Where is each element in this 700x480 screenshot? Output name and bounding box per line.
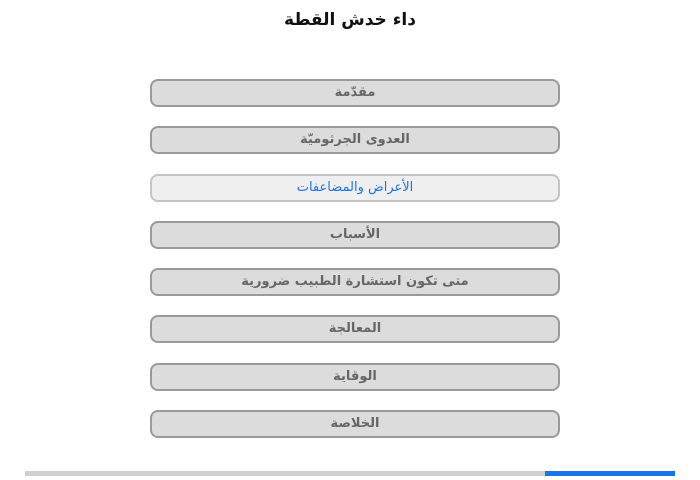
menu-button-introduction[interactable]: مقدّمة (150, 79, 560, 107)
menu-button-prevention[interactable]: الوقاية (150, 363, 560, 391)
section-menu (150, 79, 560, 457)
menu-button-summary[interactable]: الخلاصة (150, 410, 560, 438)
progress-bar (25, 471, 675, 476)
menu-button-symptoms-complications[interactable]: الأعراض والمضاعفات (150, 174, 560, 202)
page-title: داء خدش القطة (284, 10, 416, 30)
menu-button-when-to-see-doctor[interactable]: متى تكون استشارة الطبيب ضرورية (150, 268, 560, 296)
menu-button-treatment[interactable]: المعالجة (150, 315, 560, 343)
menu-button-bacterial-infection[interactable]: العدوى الجرثوميّة (150, 126, 560, 154)
menu-button-causes[interactable]: الأسباب (150, 221, 560, 249)
progress-bar-fill (545, 471, 675, 476)
